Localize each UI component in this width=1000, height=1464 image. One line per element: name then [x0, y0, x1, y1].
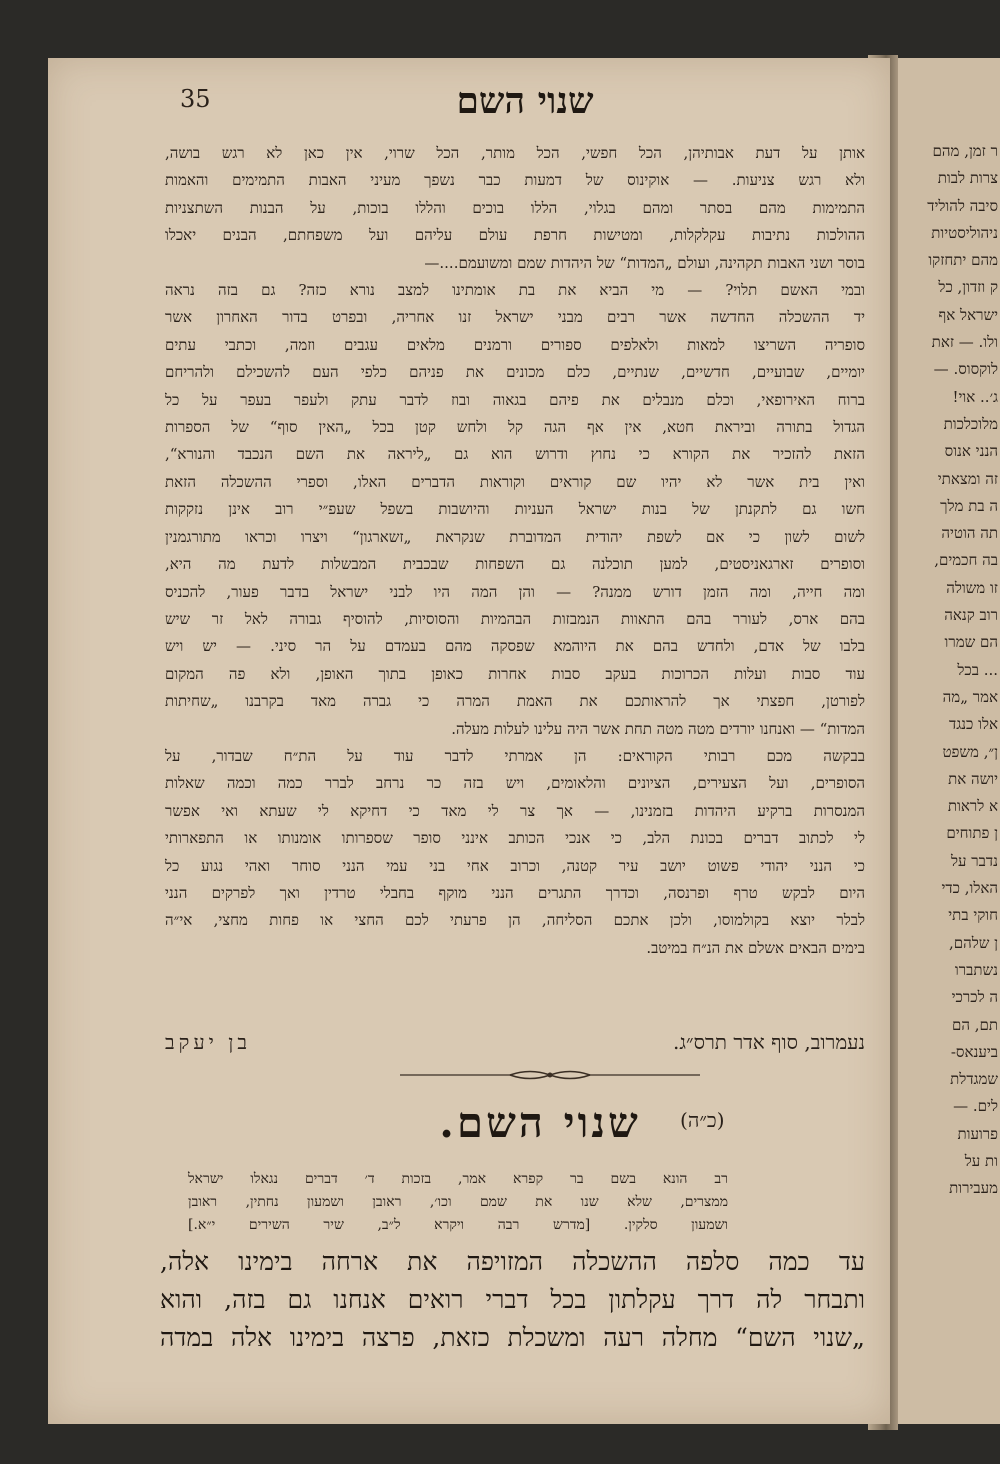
page-number: 35 [180, 85, 211, 113]
text-line: עוד סבות ועלות הכרוכות בעקב סבות אחרות כאופן בתוך האופן, ולא פה המקום [165, 664, 865, 683]
text-line: המנסרות ברקיע היהדות בזמנינו, — אך צר לי מאד כי דחיקא לי שעתא ואי אפשר [165, 801, 865, 820]
text-line: ההולכות נתיבות עקלקלות, ומטישות חרפת עולם עליהם ועל משפחתם, הבנים יאכלו [165, 226, 865, 245]
article-number: (כ״ה) [680, 1108, 725, 1132]
facing-text-line: תה הוטיה [941, 524, 998, 543]
facing-page [898, 58, 1000, 1424]
text-line: ואין בית אשר לא יהיו שם קוראים וקוראות הדברים האלו, וספרי ההשכלה הזאת [165, 472, 865, 491]
text-line: ומה חייה, ומה הזמן דורש ממנה? — והן המה היו לבני ישראל בדבר פעור, להכניס [165, 582, 865, 601]
facing-text-line: ג׳.. אוי! [952, 387, 998, 406]
facing-text-line: ר זמן, מהם [932, 142, 998, 160]
facing-text-line: הם שמרו [944, 633, 998, 652]
facing-text-line: ישראל אף [938, 305, 998, 324]
facing-text-line: אמר „מה [942, 687, 998, 706]
facing-text-line: אלו כנגד [949, 715, 998, 734]
facing-text-line: תם, הם [951, 1015, 998, 1034]
facing-text-line: ן פתוחים [946, 824, 998, 843]
text-line: יומיים, שבועיים, חדשיים, שנתיים, כלם מכונים את פניהם כלפי העם להשכילם ולהריחם [165, 363, 865, 382]
text-line: לפורטן, חפצתי אך להראותכם את האמת המרה כי גברה מאד בקרבנו „שחיתות [165, 692, 865, 711]
facing-text-line: רוב קנאה [944, 606, 998, 625]
facing-text-line: מעבירות [949, 1179, 998, 1198]
text-line: חשו גם לתקנתן של בנות ישראל העניות והיושבות בשפל שעפ״י רוב אינן נזקקות [165, 500, 865, 519]
facing-text-line: ות על [964, 1151, 998, 1170]
text-line: המדות“ — ואנחנו יורדים מטה מטה תחת אשר היה עלינו לעלות מעלה. [451, 719, 865, 738]
text-line: הסופרים, ועל הצעירים, הציונים והלאומים, ויש בזה כר נרחב לברר כמה וכמה שאלות [165, 774, 865, 793]
text-line: ברוח האירופאי, וכלם מנבלים את פיהם בגאוה ובוז לדבר עתק ולעפר בעפר על כל [165, 390, 865, 409]
text-line: היום לבקש טרף ופרנסה, וכדרך התגרים הנני מוקף בחבלי טרדין ואך לפרקים הנני [165, 883, 865, 902]
facing-text-line: ק וזדון, כל [938, 278, 998, 297]
large-text-line: ותבחר לה דרך עקלתון בכל דברי רואים אנחנו גם בזה, והוא [160, 1285, 865, 1314]
article-title: שנוי השם. [439, 1098, 641, 1147]
text-line: כי הנני יהודי פשוט יושב עיר קטנה, וכרוב אחי בני עמי הנני סוחר ואהי נגוע כל [165, 856, 865, 875]
facing-text-line: נשתברו [954, 960, 998, 979]
facing-text-line: סיבה להוליד [927, 196, 998, 215]
facing-text-line: ה בת מלך [940, 496, 998, 515]
epigraph-line: ממצרים, שלא שנו את שמם וכו׳, ראובן ושמעון נחתין, ראובן [188, 1194, 728, 1210]
signature-block [165, 1030, 865, 1060]
facing-text-line: יושה את [948, 769, 998, 788]
article-body [165, 140, 865, 962]
facing-text-line: א לראות [947, 797, 998, 816]
text-line: סופריה השריצו למאות ולאלפים ספורים ורמנים מלאים עגבים וזמה, וכתבי עתים [165, 335, 865, 354]
text-line: לשום לשון כי אם לשפת יהודית המדוברת שנקראת „זשארגון“ ויצרו וכראו מתורגמנין [165, 527, 865, 546]
facing-text-line: פרועות [957, 1124, 998, 1143]
facing-text-line: מלוכלכות [943, 414, 998, 433]
text-line: הזאת להזכיר את הקורא כי נחוץ ודרוש הוא גם „ליראה את השם הנכבד והנורא“, [165, 445, 865, 464]
facing-text-line: ... בכל [957, 660, 998, 679]
facing-text-line: מהם יתחזקו [928, 251, 998, 270]
facing-text-line: ה לכרכי [951, 988, 998, 1007]
facing-text-line: ן״, משפט [942, 742, 998, 761]
text-line: התמימות מהם בסתר ומהם בגלוי, הללו בוכים והללו בוכות, על הבנות השתצניות [165, 198, 865, 217]
facing-text-line: בה חכמים, [934, 551, 998, 570]
text-line: וסופרים זארגאניסטים, למען תוכלנה גם השפחות שבכבית המבשלות לדעת מה היא, [165, 555, 865, 574]
epigraph [188, 1168, 728, 1237]
facing-text-line: ניהוליסטיות [931, 223, 998, 242]
text-line: בוסר ושני האבות תקהינה, ועולם „המדות“ של היהדות שמם ומשועמם....— [424, 253, 865, 272]
facing-text-line: לים. — [953, 1097, 998, 1116]
facing-text-line: חוקי בתי [948, 906, 998, 925]
epigraph-line: ושמעון סלקין. [מדרש רבה ויקרא ל״ב, שיר השירים י״א.] [188, 1217, 728, 1233]
text-line: בהם ארס, לעורר בהם התאוות הנמבזות הבהמיות והסוסיות, להוסיף גבורה לאל זר שיש [165, 609, 865, 628]
text-line: לבלר יוצא בקולמוסו, ולכן אתכם הסליחה, הן פרעתי לכם החצי או פחות מחצי, אי״ה [165, 911, 865, 930]
large-text-line: „שנוי השם“ מחלה רעה ומשכלת כזאת, פרצה בימינו אלה במדה [160, 1323, 865, 1352]
facing-text-line: נדבר על [951, 851, 998, 870]
epigraph-line: רב הונא בשם בר קפרא אמר, בזכות ד׳ דברים נגאלו ישראל [188, 1171, 728, 1187]
facing-text-line: שמגדלת [950, 1070, 998, 1089]
text-line: ולא רגש צניעות. — אוקינוס של דמעות כבר נשפך מעיני האבות התמימים והאמות [165, 171, 865, 190]
text-line: ובמי האשם תלוי? — מי הביא את בת אומתינו למצב נורא כזה? גם בזה נראה [165, 281, 865, 300]
running-header: שנוי השם [456, 80, 594, 122]
text-line: לי לכתוב דברים בכונת הלב, כי אנכי הכותב אינני סופר שספרותו אומנותו או התפארותי [165, 829, 865, 848]
facing-text-line: לוקסוס. — [933, 360, 998, 379]
ornament-divider [400, 1068, 700, 1082]
text-line: בלבו של אדם, ולחדש בהם את היוהמא שפסקה מהם בעמדם על הר סיני. — יש ויש [165, 637, 865, 656]
facing-text-line: ן שלהם, [949, 933, 998, 952]
large-text-line: עד כמה סלפה ההשכלה המזויפה את ארחה בימינו אלה, [160, 1247, 865, 1276]
facing-text-line: הנני אנוס [944, 442, 998, 461]
text-line: יד ההשכלה החדשה אשר רבים מבני ישראל זנו אחריה, ובפרט בדור האחרון אשר [165, 308, 865, 327]
facing-text-line: זה ומצאתי [937, 469, 998, 488]
facing-page-text [898, 138, 1000, 1203]
text-line: בבקשה מכם רבותי הקוראים: הן אמרתי לדבר עוד על הת״ח שבדור, על [165, 746, 865, 765]
signature-author: בן יעקב [165, 1030, 251, 1054]
facing-text-line: צרות לבות [937, 169, 998, 188]
text-line: אותן על דעת אבותיהן, הכל חפשי, הכל מותר, הכל שרוי, אין כאן לא רגש בושה, [165, 144, 865, 162]
facing-text-line: זו משולה [946, 578, 998, 597]
facing-text-line: ביענאס- [950, 1042, 998, 1061]
article-opening-text [160, 1243, 865, 1357]
text-line: הגדול בתורה וביראת חטא, אין אף הגה קל ולחש קטן בכל „האין סוף“ של הספרות [165, 418, 865, 437]
facing-text-line: האלו, כדי [941, 879, 998, 898]
facing-text-line: ולו. — זאת [931, 333, 998, 352]
text-line: בימים הבאים אשלם את הנ״ח במיטב. [646, 938, 865, 957]
signature-place-date: נעמרוב, סוף אדר תרס״ג. [673, 1030, 865, 1054]
